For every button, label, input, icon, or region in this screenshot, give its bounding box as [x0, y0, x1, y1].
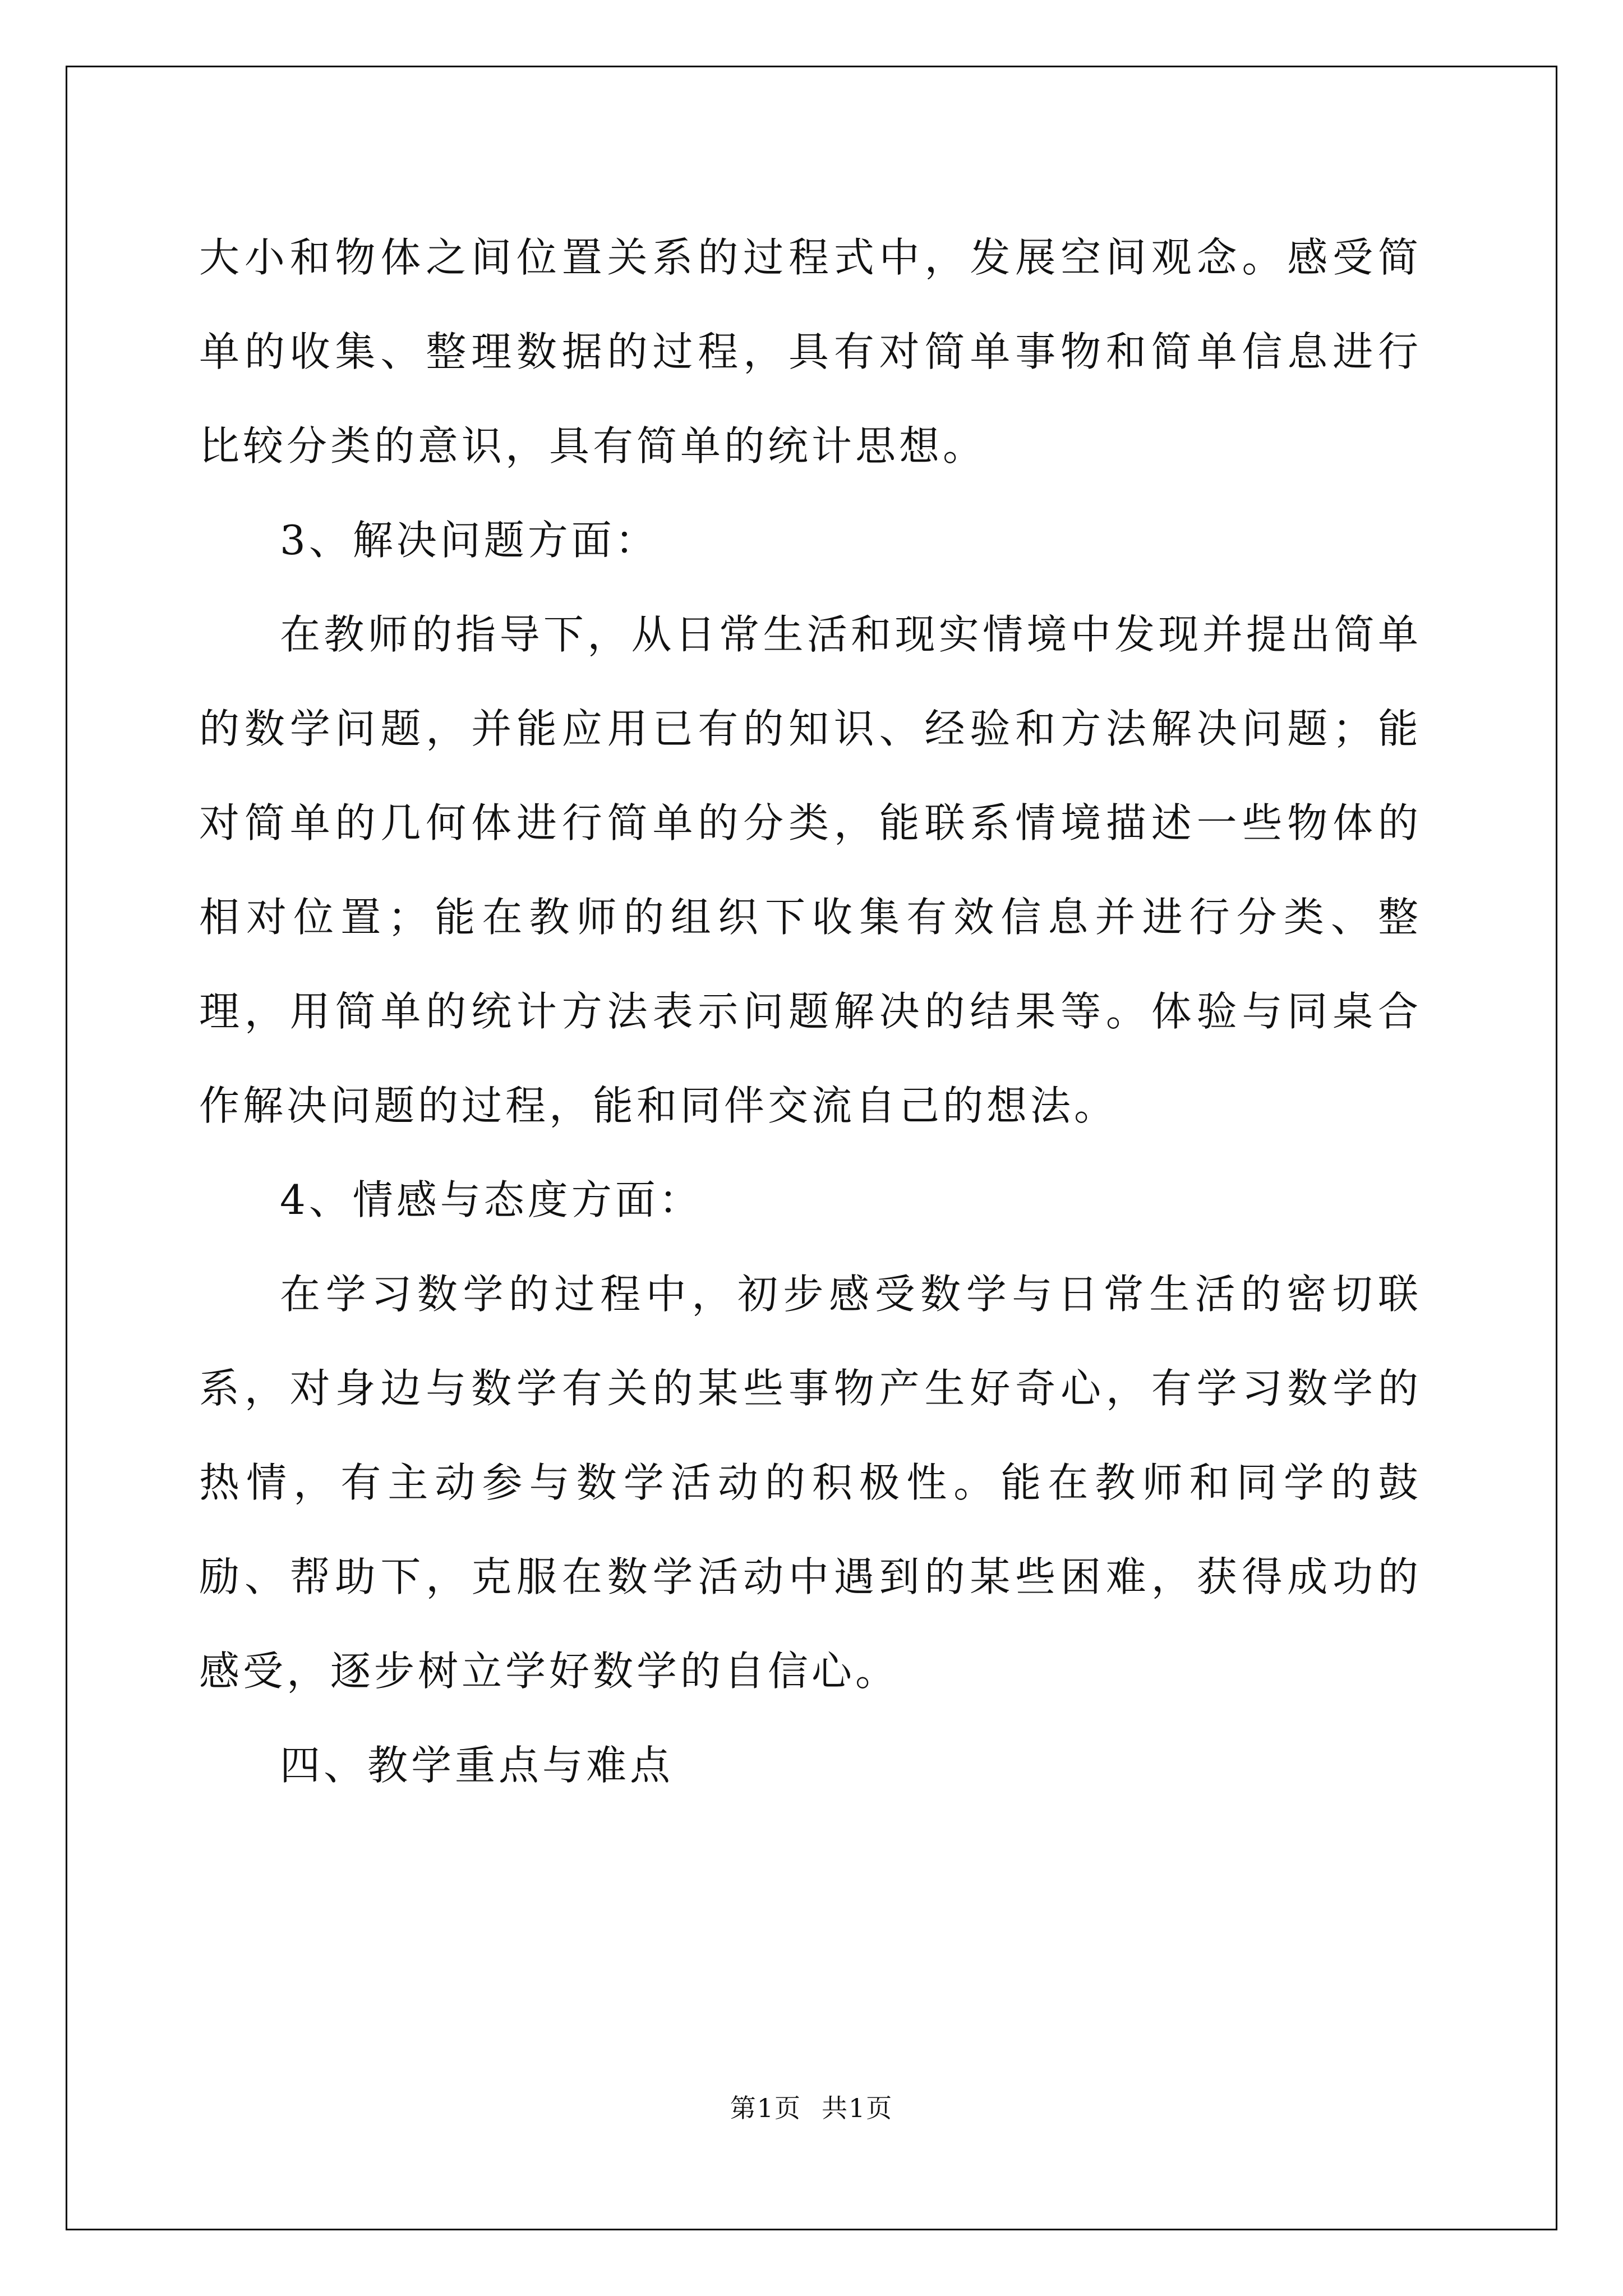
- heading-key-points: 四、教学重点与难点: [280, 1742, 674, 1789]
- paragraph-problem-solving: 在教师的指导下，从日常生活和现实情境中发现并提出简单的数学问题，并能应用已有的知识、经验和方法解决问题；能对简单的几何体进行简单的分类，能联系情境描述一些物体的相对位置；能在教师的组织下收集有效信息并进行分类、整理，用简单的统计方法表示问题解决的结果等。体验与同桌合作解决问题的过程，能和同伴交流自己的想法。: [199, 611, 1422, 1129]
- page-number: 第1页: [730, 2093, 801, 2123]
- paragraph-emotion-attitude: 在学习数学的过程中，初步感受数学与日常生活的密切联系，对身边与数学有关的某些事物产生好奇心，有学习数学的热情，有主动参与数学活动的积极性。能在教师和同学的鼓励、帮助下，克服在数学活动中遇到的某些困难，获得成功的感受，逐步树立学好数学的自信心。: [199, 1271, 1422, 1695]
- page-footer: [0, 2088, 1623, 2125]
- paragraph-1: 大小和物体之间位置关系的过程式中，发展空间观念。感受简单的收集、整理数据的过程，具有对简单事物和简单信息进行比较分类的意识，具有简单的统计思想。: [199, 234, 1422, 470]
- heading-emotion-attitude: 4、情感与态度方面：: [280, 1176, 703, 1223]
- document-body: [199, 210, 1422, 1812]
- heading-problem-solving: 3、解决问题方面：: [280, 517, 659, 564]
- page-total: 共1页: [822, 2093, 893, 2123]
